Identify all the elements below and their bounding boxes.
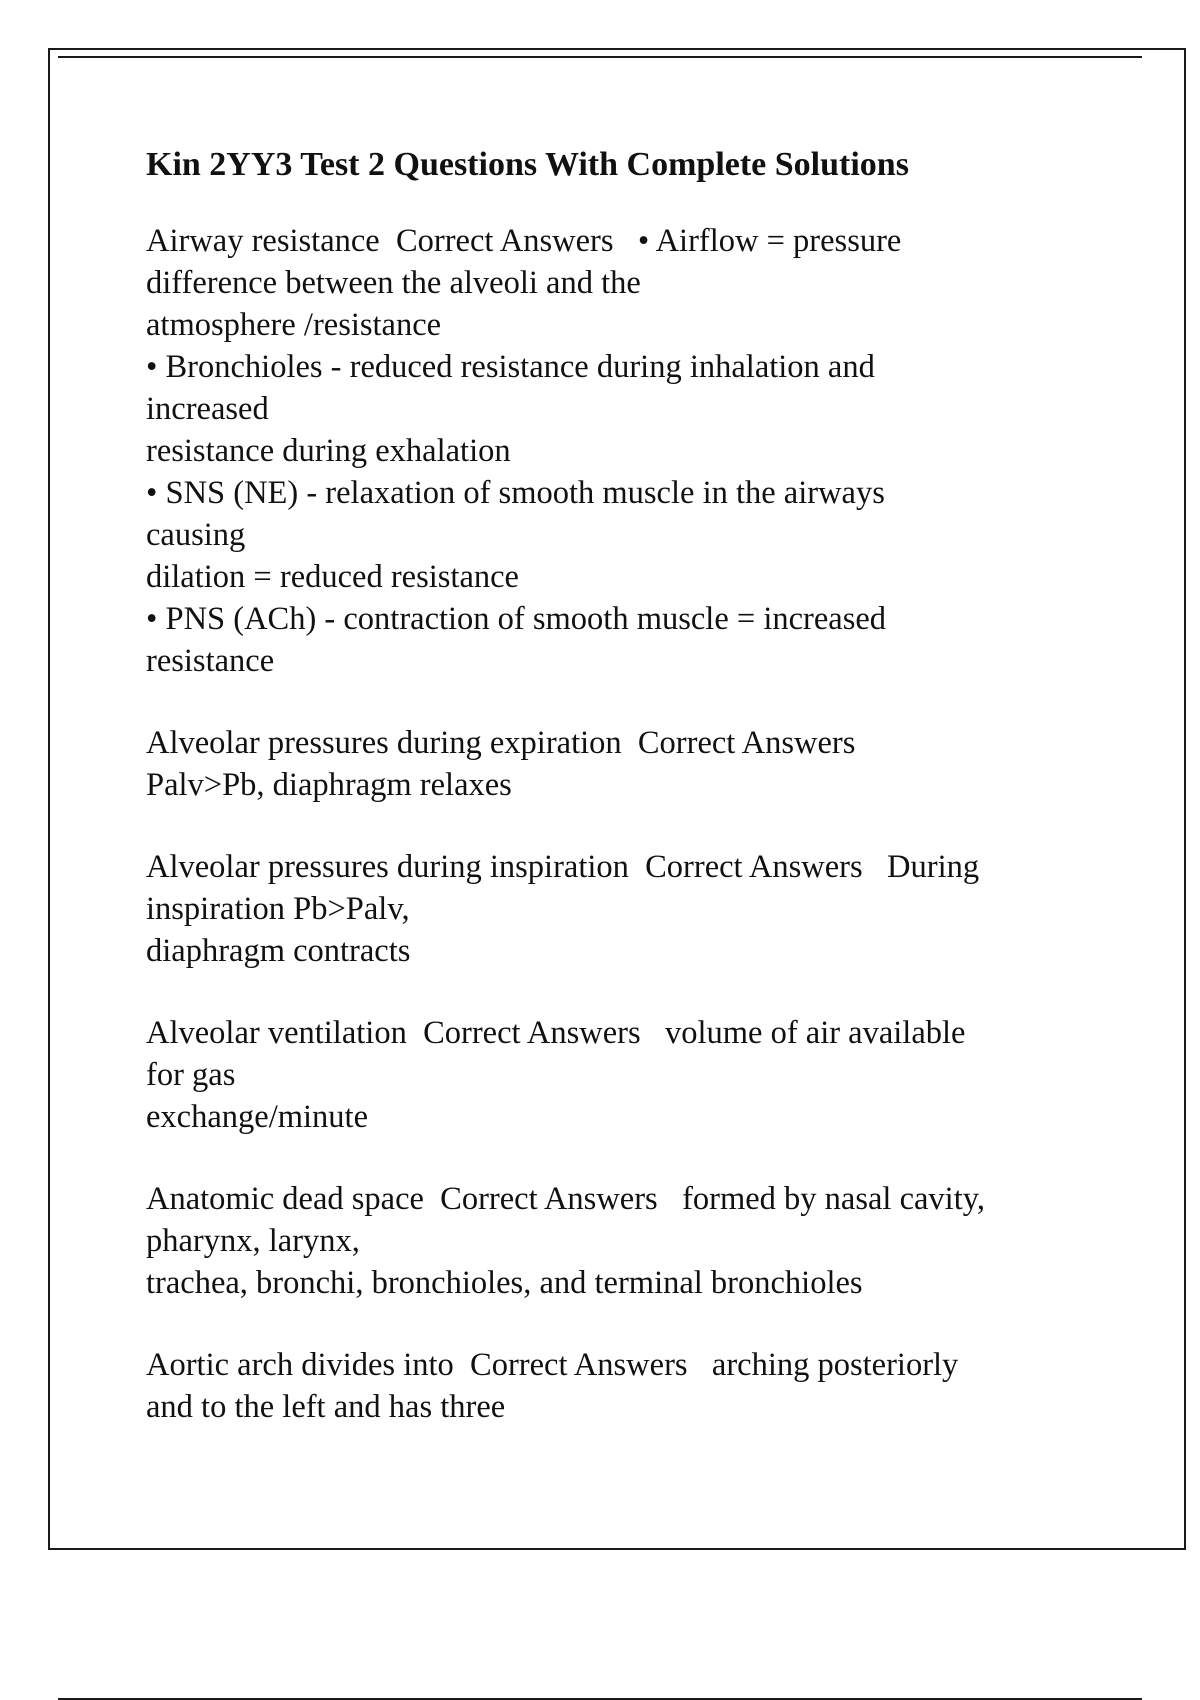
- entry-line: pharynx, larynx,: [146, 1223, 360, 1259]
- document-title: Kin 2YY3 Test 2 Questions With Complete Solutions: [146, 146, 909, 183]
- qa-entry-alveolar-inspiration: [146, 846, 1146, 972]
- entry-line: difference between the alveoli and the: [146, 265, 641, 301]
- entry-line: trachea, bronchi, bronchioles, and terminal bronchioles: [146, 1265, 863, 1301]
- entry-line: Palv>Pb, diaphragm relaxes: [146, 767, 512, 803]
- entry-line: resistance: [146, 643, 275, 679]
- entry-line: exchange/minute: [146, 1099, 368, 1135]
- entry-line: inspiration Pb>Palv,: [146, 891, 410, 927]
- entry-line: atmosphere /resistance: [146, 307, 442, 343]
- qa-entry-alveolar-expiration: [146, 722, 1146, 806]
- entry-line: causing: [146, 517, 246, 553]
- entry-line: • Bronchioles - reduced resistance during inhalation and: [146, 349, 875, 385]
- entry-line: and to the left and has three: [146, 1389, 506, 1425]
- entry-line: Anatomic dead space Correct Answers formed by nasal cavity,: [146, 1181, 986, 1217]
- entry-line: increased: [146, 391, 269, 427]
- entry-line: Alveolar ventilation Correct Answers volume of air available: [146, 1015, 966, 1051]
- entry-line: Alveolar pressures during inspiration Correct Answers During: [146, 849, 980, 885]
- qa-entry-airway-resistance: [146, 220, 1146, 682]
- entry-line: • SNS (NE) - relaxation of smooth muscle in the airways: [146, 475, 885, 511]
- entry-line: diaphragm contracts: [146, 933, 411, 969]
- entry-line: for gas: [146, 1057, 236, 1093]
- entry-line: resistance during exhalation: [146, 433, 511, 469]
- entry-line: Aortic arch divides into Correct Answers arching posteriorly: [146, 1347, 959, 1383]
- entry-line: Airway resistance Correct Answers • Airflow = pressure: [146, 223, 902, 259]
- entry-line: • PNS (ACh) - contraction of smooth muscle = increased: [146, 601, 887, 637]
- qa-entry-alveolar-ventilation: [146, 1012, 1146, 1138]
- entry-line: dilation = reduced resistance: [146, 559, 519, 595]
- entry-line: Alveolar pressures during expiration Correct Answers: [146, 725, 856, 761]
- qa-entry-anatomic-dead-space: [146, 1178, 1146, 1304]
- top-rule: [58, 56, 1142, 58]
- document-body: [146, 144, 1146, 1468]
- qa-entry-aortic-arch: [146, 1344, 1146, 1428]
